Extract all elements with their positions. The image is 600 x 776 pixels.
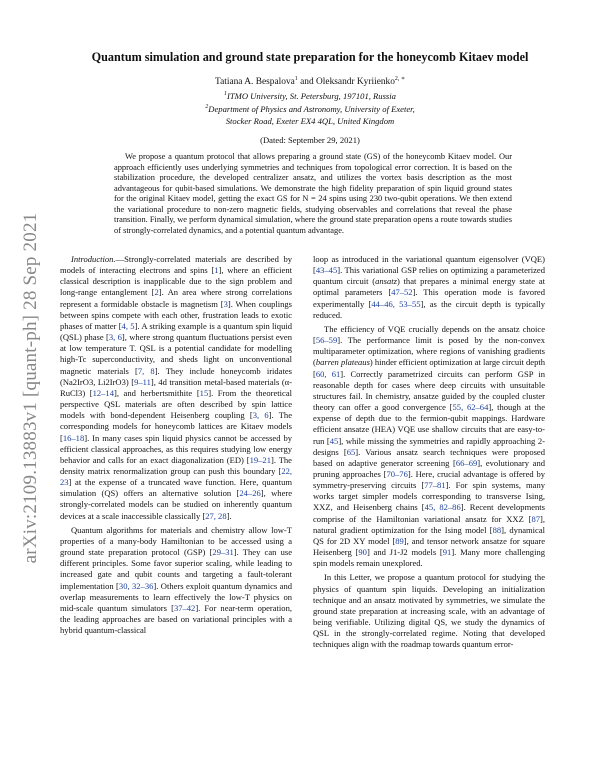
- citation-link[interactable]: 3, 6: [108, 332, 122, 343]
- citation-link[interactable]: 60, 61: [315, 368, 341, 379]
- citation-link[interactable]: 4, 5: [121, 320, 135, 331]
- text-run: ], while missing the symmetries and rapidly approaching 2-designs [: [313, 435, 545, 457]
- text-run: loop as introduced in the variational quantum eigensolver (VQE) [: [313, 254, 545, 276]
- citation-link[interactable]: 87: [531, 513, 541, 524]
- citation-link[interactable]: 19–21: [249, 454, 271, 465]
- text-run: ]. They include honeycomb iridates (Na2IrO3, Li2IrO3) [: [60, 365, 292, 387]
- left-column: [60, 254, 292, 636]
- text-run: —Strongly-correlated materials are described by models of interacting electrons and spins [: [60, 254, 292, 276]
- citation-link[interactable]: 1: [214, 265, 219, 276]
- author-2-link[interactable]: 2, ∗: [394, 76, 405, 82]
- text-run: ] and J1-J2 models [: [366, 547, 443, 558]
- citation-link[interactable]: 37–42: [173, 602, 196, 613]
- text-run: ]. When couplings between spins compete with each other, frustration leads to exotic phases of matter [: [60, 298, 292, 331]
- text-run: ]. Here, crucial advantage is offered by symmetry-preserving circuits [: [313, 468, 545, 491]
- paragraph: [313, 572, 545, 650]
- text-run: ], and tensor network ansatze for square Heisenberg [: [313, 535, 545, 558]
- abstract: We propose a quantum protocol that allows preparing a ground state (GS) of the honeycomb Kitaev model. Our approach efficiently uses underlying symmetries and techniques from topological error correction. It is based on the stabilization procedure, the developed centralizer ansatz, and utilizes the vortex basis description as the most advantageous for qubit-based simulations. We demonstrate the high fidelity preparation of spin liquid ground states for the original Kitaev model, getting the exact GS for N = 24 spins using 230 two-qubit operations. We then extend the variational procedure to non-zero magnetic fields, studying observables and correlations that reveal the phase transition. Finally, we perform dynamical simulation, where the ground state preparation opens a route towards studies of strongly-correlated dynamics, and a potential quantum advantage.: [114, 152, 512, 235]
- citation-link[interactable]: 89: [395, 535, 404, 546]
- citation-link[interactable]: 2: [154, 287, 159, 298]
- author-1: Tatiana A. Bespalova: [215, 77, 295, 88]
- citation-link[interactable]: 27, 28: [205, 510, 227, 521]
- citation-link[interactable]: 66–69: [455, 457, 478, 468]
- text-run: ], natural gradient optimization for the Ising model [: [313, 513, 545, 535]
- text-run: ].: [226, 510, 232, 521]
- text-run: Introduction.: [71, 254, 116, 264]
- citation-link[interactable]: 7, 8: [137, 365, 155, 376]
- paper-title: Quantum simulation and ground state preparation for the honeycomb Kitaev model: [91, 50, 529, 64]
- text-run: ], 4d transition metal-based materials (α-RuCl3) [: [60, 376, 292, 398]
- citation-link[interactable]: 3, 6: [252, 410, 269, 421]
- citation-link[interactable]: 12–14: [92, 387, 114, 398]
- text-run: ], dynamical QS for 2D XY model [: [313, 524, 545, 546]
- paragraph: [313, 254, 545, 321]
- text-run: ]. Others exploit quantum dynamics and overlap measurements to learn effectively the low-T physics on mid-scale quantum simulators [: [60, 580, 292, 613]
- text-run: ], as the circuit depth is typically reduced.: [313, 298, 545, 320]
- text-run: ]. The density matrix renormalization group can push this boundary [: [60, 454, 292, 476]
- text-run: ]. The corresponding models for honeycomb lattices are Kitaev models [: [60, 410, 292, 443]
- affiliations: [60, 89, 560, 127]
- text-run: ) that prepares a minimal energy state at optimal parameters [: [313, 276, 545, 298]
- text-run: ]. Correctly parametrized circuits can perform GSP in reasonable depth for cases where deep circuits with unsuitable structures fail. In chemistry, ansatze guided by the coupled cluster theory can offer a good convergence [: [313, 368, 545, 413]
- affiliation-2: $^2$Department of Physics and Astronomy, University of Exeter,: [205, 104, 415, 115]
- citation-link[interactable]: 3: [223, 298, 228, 309]
- citation-link[interactable]: 90: [358, 547, 367, 558]
- text-run: ]. The performance limit is posed by the non-convex multiparameter optimization, where regions of vanishing gradients (: [313, 335, 545, 368]
- authors: Tatiana A. Bespalova$^1$ and Oleksandr Kyriienko$^{2, ∗}$: [215, 76, 405, 88]
- right-column: [313, 254, 545, 650]
- text-run: ]. A striking example is a quantum spin liquid (QSL) phase [: [60, 320, 292, 343]
- text-run: ansatz: [375, 276, 397, 287]
- text-run: Quantum algorithms for materials and chemistry allow low-T properties of a many-body Hamiltonian to be accessed using a ground state preparation protocol (GSP) [: [60, 524, 292, 558]
- text-run: ]. Many more challenging spin models remain unexplored.: [313, 547, 545, 569]
- text-run: ]. For spin systems, many works target simpler models corresponding to transverse Ising, XXZ, and Heisenberg chains [: [313, 480, 545, 513]
- citation-link[interactable]: 77–81: [424, 480, 446, 491]
- text-run: ]. Recent developments comprise of the Hamiltonian variational ansatz for XXZ [: [313, 502, 545, 524]
- affiliation-2-cont: Stocker Road, Exeter EX4 4QL, United Kingdom: [225, 115, 395, 126]
- text-run: The efficiency of VQE crucially depends on the ansatz choice [: [313, 323, 545, 346]
- arxiv-side-label: arXiv:2109.13883v1 [quant-ph] 28 Sep 2021: [20, 212, 41, 564]
- citation-link[interactable]: 55, 62–64: [452, 402, 489, 413]
- text-run: ], evolutionary and pruning approaches [: [313, 457, 545, 479]
- text-run: ]. From the theoretical perspective QSL materials are often described by spin lattice models with bond-dependent Heisenberg coupling [: [60, 387, 292, 421]
- citation-link[interactable]: 45, 82–86: [424, 502, 461, 513]
- citation-link[interactable]: 44–46, 53–55: [371, 298, 421, 309]
- citation-link[interactable]: 88: [492, 524, 502, 535]
- text-run: ], where strongly-correlated models can be studied on inherently quantum devices at a scale inaccessible classically [: [60, 488, 293, 521]
- citation-link[interactable]: 29–31: [212, 547, 234, 558]
- citation-link[interactable]: 47–52: [391, 287, 413, 298]
- text-run: ], and herbertsmithite [: [113, 387, 200, 398]
- text-run: ) hinder efficient optimization at large circuit depth [: [313, 357, 545, 379]
- author-2: Oleksandr Kyriienko: [316, 77, 395, 88]
- citation-link[interactable]: 43–45: [315, 265, 338, 276]
- citation-link[interactable]: 15: [199, 387, 209, 398]
- text-run: ], though at the expense of depth due to the fermion-qubit mappings. Hardware efficient ansatze (HEA) VQE use shallow circuits that are easy-to-run [: [313, 402, 546, 446]
- text-run: ], where an efficient classical description is inapplicable due to the sign problem and long-range entanglement [: [60, 265, 292, 298]
- citation-link[interactable]: 91: [442, 547, 452, 558]
- citation-link[interactable]: 45: [329, 435, 339, 446]
- text-run: barren plateaus: [315, 357, 370, 368]
- text-run: ] at the expense of a truncated wave function. Here, quantum simulation (QS) offers an alternative solution [: [60, 477, 292, 499]
- citation-link[interactable]: 65: [346, 446, 356, 457]
- text-run: ]. An area where strong correlations represent a formidable obstacle is magnetism [: [60, 287, 292, 309]
- dated: (Dated: September 29, 2021): [260, 135, 360, 145]
- citation-link[interactable]: 16–18: [62, 432, 85, 443]
- citation-link[interactable]: 22, 23: [60, 465, 292, 488]
- text-run: ]. This operation mode is favored experimentally [: [313, 287, 545, 309]
- text-run: In this Letter, we propose a quantum protocol for studying the physics of quantum spin liquids. Developing an initialization technique and an ansatz motivated by symmetries, we simulate the ground state preparation at increasing scale, with an advantage of being verifiable. Utilizing digital QS, we study the dynamics of QSL in the strongly-correlated regime. Noting that developed techniques align with the roadmap towards quantum error-: [313, 572, 545, 650]
- citation-link[interactable]: 30, 32–36: [118, 580, 154, 591]
- paragraph: [313, 324, 545, 569]
- text-run: ], where strong quantum fluctuations persist even at low temperature T. QSL is a potential candidate for modelling high-Tc superconductivity, and sheds light on unconventional magnetic materials [: [60, 332, 292, 376]
- text-run: ]. They can use different principles. Some favor superior scaling, while leading to increased gate and qubit counts and targeting a fault-tolerant implementation [: [60, 547, 292, 591]
- text-run: ]. In many cases spin liquid physics cannot be accessed by efficient classical approaches, as this requires studying low energy behavior and calls for an exact diagonalization (ED) [: [60, 432, 292, 465]
- paragraph: [60, 525, 292, 637]
- text-run: ]. This variational GSP relies on optimizing a parameterized quantum circuit (: [313, 265, 545, 287]
- citation-link[interactable]: 24–26: [239, 488, 261, 499]
- affiliation-1: $^1$ITMO University, St. Petersburg, 197101, Russia: [224, 90, 396, 101]
- text-run: ]. Various ansatz search techniques were proposed based on adaptive generator screening [: [313, 446, 545, 468]
- paragraph: [60, 254, 292, 522]
- citation-link[interactable]: 9–11: [134, 376, 151, 387]
- citation-link[interactable]: 70–76: [386, 468, 408, 479]
- citation-link[interactable]: 56–59: [315, 335, 338, 346]
- text-run: ]. For near-term operation, the leading approaches are based on variational principles with a hybrid quantum-classical: [60, 602, 292, 636]
